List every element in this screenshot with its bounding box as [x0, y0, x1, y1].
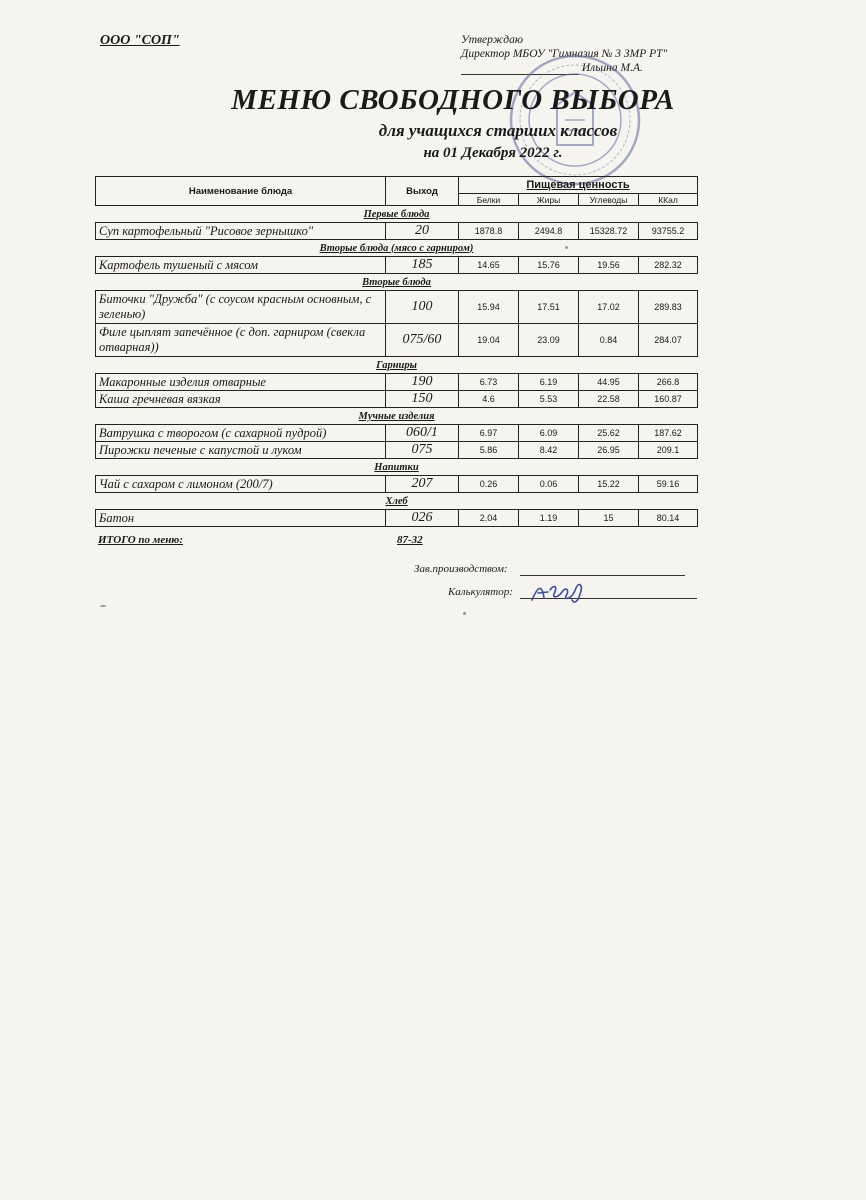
- table-row: [96, 374, 698, 391]
- dish-kcal: 266.8: [639, 374, 698, 391]
- page-title: МЕНЮ СВОБОДНОГО ВЫБОРА: [231, 84, 675, 116]
- dish-output: 150: [386, 391, 459, 408]
- section-title: Первые блюда: [363, 208, 430, 220]
- dish-fat: 8.42: [519, 442, 579, 459]
- handwritten-signature-icon: [528, 578, 608, 606]
- dish-name: Суп картофельный "Рисовое зернышко": [96, 223, 386, 240]
- dish-fat: 17.51: [519, 291, 579, 324]
- dish-carbs: 17.02: [579, 291, 639, 324]
- dish-kcal: 80.14: [639, 510, 698, 527]
- dish-carbs: 15: [579, 510, 639, 527]
- section-row: [96, 459, 698, 476]
- dish-carbs: 26.95: [579, 442, 639, 459]
- approval-heading: Утверждаю: [461, 34, 523, 46]
- dish-output: 075: [386, 442, 459, 459]
- dish-name: Батон: [96, 510, 386, 527]
- dish-fat: 1.19: [519, 510, 579, 527]
- dish-output: 075/60: [386, 324, 459, 357]
- dish-output: 207: [386, 476, 459, 493]
- dish-name: Картофель тушеный с мясом: [96, 257, 386, 274]
- dish-output: 100: [386, 291, 459, 324]
- dish-kcal: 289.83: [639, 291, 698, 324]
- dish-carbs: 19.56: [579, 257, 639, 274]
- paper-speck: [100, 605, 106, 607]
- dish-kcal: 209.1: [639, 442, 698, 459]
- dish-fat: 15.76: [519, 257, 579, 274]
- calculator-label: Калькулятор:: [448, 586, 513, 598]
- column-header-kcal: ККал: [639, 194, 698, 206]
- dish-protein: 5.86: [459, 442, 519, 459]
- dish-protein: 19.04: [459, 324, 519, 357]
- section-title: Хлеб: [385, 495, 408, 507]
- dish-fat: 5.53: [519, 391, 579, 408]
- table-row: [96, 257, 698, 274]
- dish-kcal: 284.07: [639, 324, 698, 357]
- column-header-carbs: Углеводы: [579, 194, 639, 206]
- dish-protein: 1878.8: [459, 223, 519, 240]
- dish-name: Биточки "Дружба" (с соусом красным основным, с зеленью): [96, 291, 386, 324]
- dish-protein: 2.04: [459, 510, 519, 527]
- table-row: [96, 223, 698, 240]
- section-title: Гарниры: [376, 359, 417, 371]
- total-value: 87-32: [397, 534, 423, 546]
- table-row: [96, 425, 698, 442]
- table-row: [96, 324, 698, 357]
- dish-protein: 14.65: [459, 257, 519, 274]
- section-title: Вторые блюда (мясо с гарниром): [319, 242, 474, 254]
- section-row: [96, 206, 698, 223]
- paper-speck: [565, 246, 568, 249]
- dish-output: 060/1: [386, 425, 459, 442]
- section-row: [96, 357, 698, 374]
- organization-name: ООО "СОП": [100, 33, 180, 48]
- dish-fat: 6.09: [519, 425, 579, 442]
- menu-table-body: [96, 206, 698, 527]
- section-row: [96, 408, 698, 425]
- dish-output: 026: [386, 510, 459, 527]
- column-header-nutrition: Пищевая ценность: [459, 177, 698, 194]
- table-row: [96, 291, 698, 324]
- section-title: Мучные изделия: [358, 410, 435, 422]
- dish-name: Пирожки печеные с капустой и луком: [96, 442, 386, 459]
- dish-fat: 2494.8: [519, 223, 579, 240]
- total-label: ИТОГО по меню:: [98, 534, 183, 546]
- production-head-label: Зав.производством:: [414, 563, 508, 575]
- dish-kcal: 59.16: [639, 476, 698, 493]
- dish-output: 185: [386, 257, 459, 274]
- dish-carbs: 15.22: [579, 476, 639, 493]
- dish-carbs: 0.84: [579, 324, 639, 357]
- table-row: [96, 391, 698, 408]
- dish-kcal: 93755.2: [639, 223, 698, 240]
- section-row: [96, 240, 698, 257]
- dish-carbs: 25.62: [579, 425, 639, 442]
- approval-position: Директор МБОУ "Гимназия № 3 ЗМР РТ": [461, 48, 668, 60]
- dish-protein: 4.6: [459, 391, 519, 408]
- menu-table: [95, 176, 698, 527]
- dish-carbs: 15328.72: [579, 223, 639, 240]
- dish-protein: 6.97: [459, 425, 519, 442]
- section-title: Напитки: [374, 461, 419, 473]
- dish-name: Каша гречневая вязкая: [96, 391, 386, 408]
- column-header-output: Выход: [386, 177, 459, 206]
- dish-protein: 6.73: [459, 374, 519, 391]
- paper-speck: [463, 612, 466, 615]
- dish-name: Ватрушка с творогом (с сахарной пудрой): [96, 425, 386, 442]
- table-row: [96, 476, 698, 493]
- table-row: [96, 510, 698, 527]
- column-header-protein: Белки: [459, 194, 519, 206]
- section-title: Вторые блюда: [362, 276, 431, 288]
- approval-name: Ильина М.А.: [581, 62, 643, 74]
- dish-fat: 23.09: [519, 324, 579, 357]
- section-row: [96, 274, 698, 291]
- production-head-signature-line: [520, 575, 685, 576]
- dish-protein: 0.26: [459, 476, 519, 493]
- page-subtitle: для учащихся старших классов: [378, 121, 618, 140]
- dish-carbs: 44.95: [579, 374, 639, 391]
- official-stamp-icon: [505, 50, 645, 190]
- dish-fat: 0.06: [519, 476, 579, 493]
- dish-kcal: 187.62: [639, 425, 698, 442]
- dish-name: Чай с сахаром с лимоном (200/7): [96, 476, 386, 493]
- menu-date: на 01 Декабря 2022 г.: [423, 145, 563, 161]
- dish-protein: 15.94: [459, 291, 519, 324]
- dish-kcal: 282.32: [639, 257, 698, 274]
- dish-output: 20: [386, 223, 459, 240]
- dish-name: Макаронные изделия отварные: [96, 374, 386, 391]
- dish-fat: 6.19: [519, 374, 579, 391]
- column-header-name: Наименование блюда: [96, 177, 386, 206]
- dish-name: Филе цыплят запечённое (с доп. гарниром (свекла отварная)): [96, 324, 386, 357]
- table-row: [96, 442, 698, 459]
- dish-kcal: 160.87: [639, 391, 698, 408]
- section-row: [96, 493, 698, 510]
- column-header-fat: Жиры: [519, 194, 579, 206]
- dish-output: 190: [386, 374, 459, 391]
- dish-carbs: 22.58: [579, 391, 639, 408]
